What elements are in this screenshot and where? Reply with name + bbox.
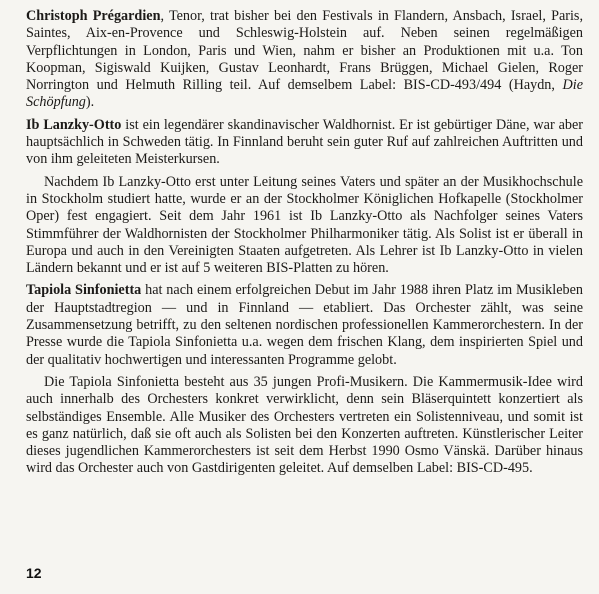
bio-text: Die Tapiola Sinfonietta besteht aus 35 jungen Profi-Musikern. Die Kammermusik-Idee wird auch innerhalb des Orchesters konkret verwirklicht, denn sein Bläserquintett konzertiert als selbständiges Ensemble. Alle Musiker des Orchesters vertreten ein Solistenniveau, und somit ist es ganz natürlich, daß sie oft auch als Solisten bei den Konzerten auftreten. Künstlerischer Leiter dieses jugendlichen Kammerorchesters ist seit dem Herbst 1990 Osmo Vänskä. Darüber hinaus wird das Orchester auch von Gastdirigenten geleitet. Auf demselben Label: BIS-CD-495. — [26, 373, 583, 477]
bio-lanzky-otto-continued — [26, 174, 583, 278]
artist-name: Christoph Prégardien — [26, 8, 161, 24]
bio-text-tail: ). — [85, 94, 95, 111]
work-title: Die Schöpfung — [26, 77, 583, 111]
bio-tapiola-sinfonietta — [26, 282, 583, 368]
bio-lanzky-otto — [26, 117, 583, 169]
page-number: 12 — [26, 565, 42, 581]
bio-text: Nachdem Ib Lanzky-Otto erst unter Leitung seines Vaters und später an der Musikhochschule in Stockholm studiert hatte, wurde er an der Stockholmer Königlichen Hofkapelle (Stockholmer Oper) fest engagiert. Seit dem Jahr 1961 ist Ib Lanzky-Otto als Nachfolger seines Vaters Stimmführer der Waldhornisten der Stockholmer Philharmoniker tätig. Als Solist ist er überall in Europa und auch in den Vereinigten Staaten aufgetreten. Als Lehrer ist Ib Lanzky-Otto in vielen Ländern bekannt und er ist auf 5 weiteren BIS-Platten zu hören. — [26, 173, 583, 277]
artist-name: Ib Lanzky-Otto — [26, 116, 122, 133]
bio-text: ist ein legendärer skandinavischer Waldhornist. Er ist gebürtiger Däne, war aber hauptsächlich in Schweden tätig. In Finnland beruht sein guter Ruf auf zahlreichen Auftritten und von ihm geleiteten Meisterkursen. — [26, 116, 584, 168]
bio-text: hat nach einem erfolgreichen Debut im Jahr 1988 ihren Platz im Musikleben der Hauptstadtregion — und in Finnland — etabliert. Das Orchester zählt, was seine Zusammensetzung betrifft, zu den seltenen nordischen professionellen Kammerorchestern. In der Presse wurde die Tapiola Sinfonietta u.a. wegen dem frischen Klang, dem inspirierten Spiel und der qualitativ hochwertigen und interessanten Programme gelobt. — [26, 282, 583, 368]
bio-tapiola-continued — [26, 374, 583, 478]
ensemble-name: Tapiola Sinfonietta — [26, 282, 142, 299]
bio-pregardien — [26, 8, 583, 112]
bio-text: , Tenor, trat bisher bei den Festivals in Flandern, Ansbach, Israel, Paris, Saintes, Aix-en-Provence und Schleswig-Holstein auf. Neben seinen regelmäßigen Verpflichtungen in London, Paris und Wien, nahm er bisher an Produktionen mit u.a. Ton Koopman, Sigiswald Kuijken, Gustav Leonhardt, Frans Brüggen, Michael Gielen, Roger Norrington und Helmuth Rilling teil. Auf demselbem Label: BIS-CD-493/494 (Haydn, — [26, 8, 584, 94]
